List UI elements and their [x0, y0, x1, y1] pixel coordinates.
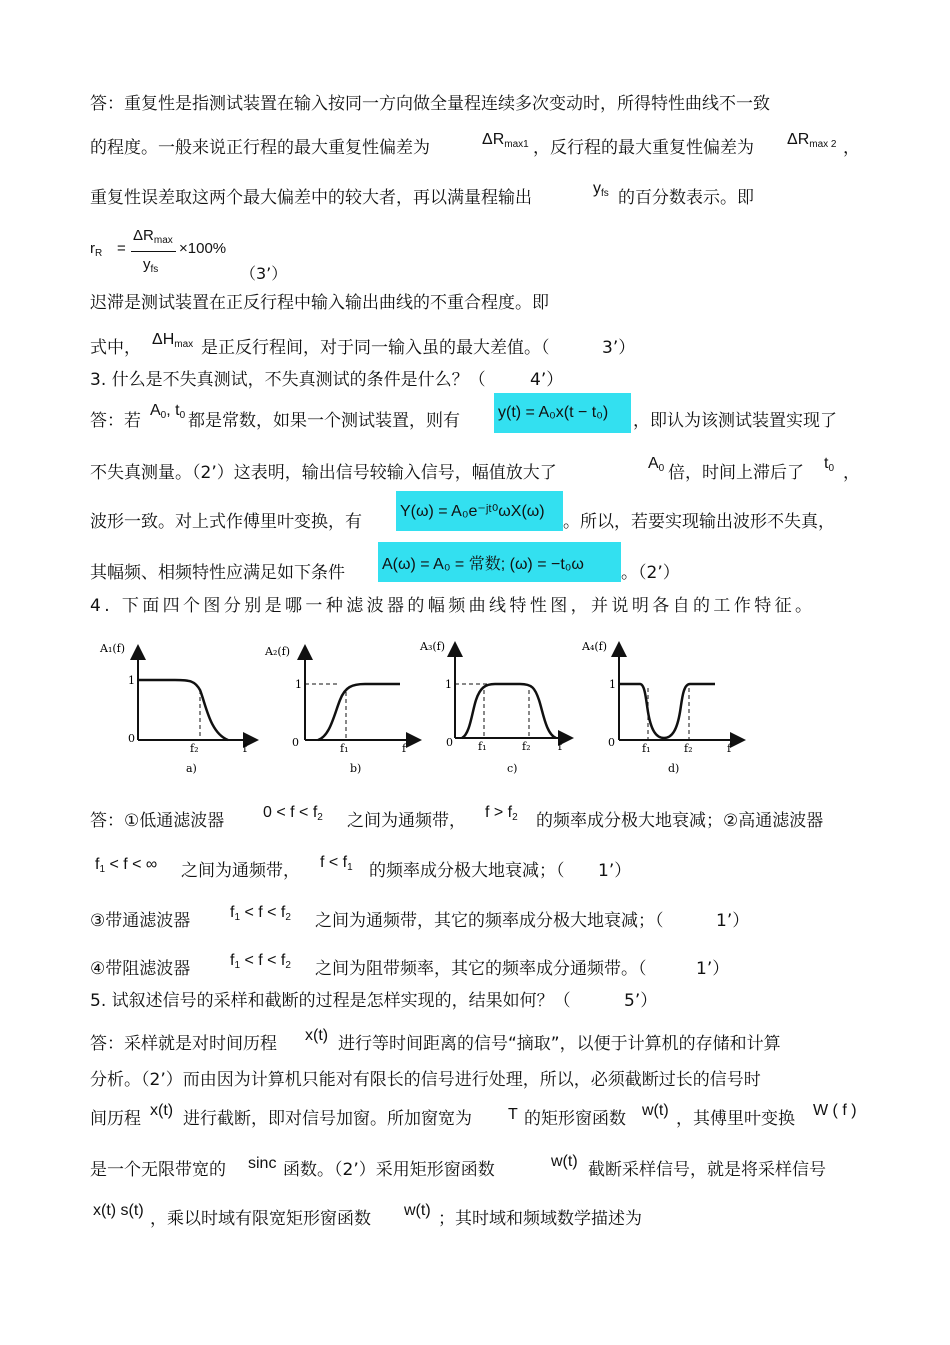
- formula-denominator: $y_{fs}$: [143, 256, 159, 275]
- q4-ans4-a: ④带阻滤波器: [90, 959, 191, 979]
- q3-a1-c: ，即认为该测试装置实现了: [633, 411, 837, 431]
- a0-var: A0: [648, 455, 665, 474]
- T-var: T: [508, 1106, 518, 1123]
- equation-2-highlight: Y(ω) = A₀e⁻ʲᵗ⁰ωX(ω): [396, 491, 563, 531]
- q5-l3-c: 的矩形窗函数: [524, 1109, 626, 1129]
- para1-line3-a: 重复性误差取这两个最大偏差中的较大者，再以满量程输出: [90, 188, 532, 208]
- q4-ans2-score: 1’）: [598, 861, 632, 881]
- formula-lhs: $r_R$: [90, 240, 103, 259]
- figure-a-xlabel: f: [243, 742, 248, 755]
- q4-ans2-b: 的频率成分极大地衰减；（: [369, 861, 565, 881]
- formula-score: （3’）: [240, 264, 288, 283]
- figure-a-tick-f2: f₂: [190, 742, 199, 755]
- figure-c-tick-f1: f₁: [478, 740, 487, 753]
- q3-a4-b: 。（2’）: [621, 563, 680, 583]
- sinc: sinc: [248, 1155, 277, 1172]
- figure-b-tick-f1: f₁: [340, 742, 349, 755]
- q3-a1-b: 都是常数，如果一个测试装置，则有: [188, 411, 460, 431]
- figure-a-one: 1: [128, 674, 135, 687]
- q4-ans2-a: 之间为通频带，: [181, 861, 300, 881]
- figure-b-ylabel: A₂(f): [265, 645, 291, 658]
- figure-a-lowpass: [99, 642, 255, 775]
- q5-l3-d: ，其傅里叶变换: [676, 1109, 795, 1129]
- q5-title-score: 5’）: [624, 991, 658, 1011]
- para1-line2-a: 的程度。一般来说正行程的最大重复性偏差为: [90, 138, 430, 158]
- delta-h-max: ΔHmax: [152, 331, 194, 350]
- q3-a3-b: 。所以，若要实现输出波形不失真，: [563, 512, 835, 532]
- figure-d-ylabel: A₄(f): [582, 640, 608, 653]
- q5-l2: 分析。（2’）而由因为计算机只能对有限长的信号进行处理，所以，必须截断过长的信号时: [90, 1070, 761, 1090]
- para2-line1: 迟滞是测试装置在正反行程中输入输出曲线的不重合程度。即: [90, 293, 549, 313]
- figure-d-bandstop: [581, 640, 742, 775]
- figure-a-zero: 0: [128, 732, 135, 745]
- q4-ans2-cond2: f < f1: [320, 854, 353, 873]
- formula-numerator: $\Delta R_{max}$: [133, 227, 173, 246]
- x-t-2: x(t): [150, 1102, 174, 1119]
- figure-a-ylabel: A₁(f): [100, 642, 126, 655]
- x-t-s-t: x(t) s(t): [93, 1202, 144, 1219]
- figure-c-zero: 0: [446, 736, 453, 749]
- q4-ans4-cond: f1 < f < f2: [230, 952, 291, 971]
- q4-ans3-b: 之间为通频带，其它的频率成分极大地衰减；（: [315, 911, 664, 931]
- figure-a-caption: a): [186, 762, 197, 775]
- q4-ans3-a: ③带通滤波器: [90, 911, 191, 931]
- para1-line3-b: 的百分数表示。即: [618, 188, 754, 208]
- y-fs: yfs: [593, 180, 609, 199]
- q5-l5-a: ，乘以时域有限宽矩形窗函数: [150, 1209, 371, 1229]
- figure-d-one: 1: [609, 678, 616, 691]
- q3-title-score: 4’）: [530, 370, 564, 390]
- q3-a3-a: 波形一致。对上式作傅里叶变换，有: [90, 512, 362, 532]
- figure-d-caption: d): [668, 762, 680, 775]
- q3-title: 3. 什么是不失真测试，不失真测试的条件是什么？（: [90, 370, 486, 390]
- q3-a2-b: 倍，时间上滞后了: [668, 463, 804, 483]
- para1-line1: 答：重复性是指测试装置在输入按同一方向做全量程连续多次变动时，所得特性曲线不一致: [90, 94, 770, 114]
- w-t-3: w(t): [404, 1202, 431, 1219]
- figure-b-highpass: [264, 645, 418, 775]
- equation-1-highlight: y(t) = A₀x(t − t₀): [494, 393, 631, 433]
- figure-c-ylabel: A₃(f): [420, 640, 446, 653]
- t0-var: t0: [824, 455, 835, 474]
- equation-3-highlight: A(ω) = A₀ = 常数; (ω) = −t₀ω: [378, 542, 621, 582]
- para1-line2-b: ，反行程的最大重复性偏差为: [533, 138, 754, 158]
- q3-a2-a: 不失真测量。（2’）这表明，输出信号较输入信号，幅值放大了: [90, 463, 557, 483]
- q4-ans1-c: 的频率成分极大地衰减；②高通滤波器: [536, 811, 824, 831]
- q3-a4-a: 其幅频、相频特性应满足如下条件: [90, 563, 345, 583]
- figure-c-caption: c): [507, 762, 518, 775]
- q4-ans1-cond2: f > f2: [485, 804, 518, 823]
- para2-line2-a: 式中，: [90, 338, 141, 358]
- w-t-1: w(t): [642, 1102, 669, 1119]
- q3-a2-c: ，: [843, 463, 860, 483]
- q3-a1-a: 答：若: [90, 411, 141, 431]
- q5-l5-b: ；其时域和频域数学描述为: [438, 1209, 642, 1229]
- figure-b-xlabel: f: [402, 742, 407, 755]
- q4-ans1-b: 之间为通频带，: [347, 811, 466, 831]
- x-t-1: x(t): [305, 1027, 329, 1044]
- q4-ans2-cond1: f1 < f < ∞: [95, 856, 158, 875]
- q4-ans3-cond: f1 < f < f2: [230, 904, 291, 923]
- q5-l1-a: 答：采样就是对时间历程: [90, 1034, 277, 1054]
- W-f: W ( f ): [813, 1102, 857, 1119]
- q5-l3-a: 间历程: [90, 1109, 141, 1129]
- figure-d-zero: 0: [608, 736, 615, 749]
- w-t-2: w(t): [551, 1153, 578, 1170]
- delta-r-max1: ΔRmax1: [482, 131, 529, 150]
- q4-ans1-cond1: 0 < f < f2: [263, 804, 323, 823]
- para2-score: 3’）: [602, 338, 636, 358]
- figure-d-tick-f2: f₂: [684, 742, 693, 755]
- q5-l1-b: 进行等时间距离的信号“摘取”，以便于计算机的存储和计算: [338, 1034, 781, 1054]
- q5-l4-a: 是一个无限带宽的: [90, 1160, 226, 1180]
- formula-tail: ×100%: [179, 240, 227, 257]
- q4-ans4-score: 1’）: [696, 959, 730, 979]
- figure-d-tick-f1: f₁: [642, 742, 651, 755]
- q5-l3-b: 进行截断，即对信号加窗。所加窗宽为: [183, 1109, 472, 1129]
- q5-l4-c: 截断采样信号，就是将采样信号: [588, 1160, 826, 1180]
- figure-c-one: 1: [445, 678, 452, 691]
- q4-ans4-b: 之间为阻带频率，其它的频率成分通频带。（: [315, 959, 647, 979]
- para2-line2-b: 是正反行程间，对于同一输入虽的最大差值。（: [201, 338, 550, 358]
- delta-r-max2: ΔRmax 2: [787, 131, 837, 150]
- q4-ans1-a: 答：①低通滤波器: [90, 811, 225, 831]
- figure-c-xlabel: f: [558, 740, 563, 753]
- q4-title: 4. 下面四个图分别是哪一种滤波器的幅频曲线特性图，并说明各自的工作特征。: [90, 596, 816, 616]
- figure-c-tick-f2: f₂: [522, 740, 531, 753]
- q5-l4-b: 函数。（2’）采用矩形窗函数: [283, 1160, 495, 1180]
- para1-line2-c: ，: [843, 138, 860, 158]
- figure-b-one: 1: [295, 678, 302, 691]
- figure-c-bandpass: [419, 640, 570, 775]
- figure-d-xlabel: f: [727, 742, 732, 755]
- q5-title: 5. 试叙述信号的采样和截断的过程是怎样实现的，结果如何？（: [90, 991, 571, 1011]
- q4-ans3-score: 1’）: [716, 911, 750, 931]
- figure-b-caption: b): [350, 762, 362, 775]
- formula-eq: =: [117, 240, 126, 257]
- figure-b-zero: 0: [292, 736, 299, 749]
- a0-t0: A0, t0: [150, 402, 186, 421]
